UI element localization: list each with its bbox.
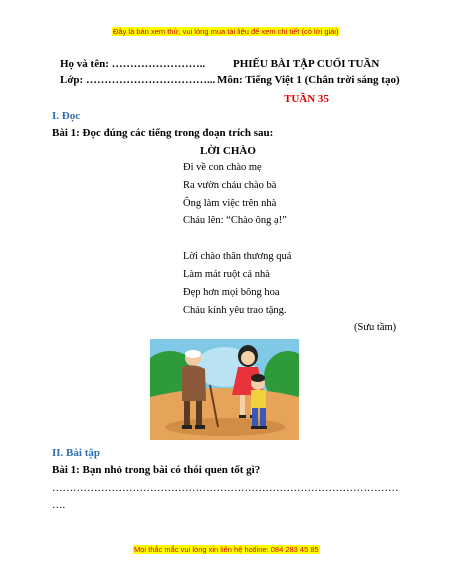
section-exercise-heading: II. Bài tập [52,447,100,459]
poem-line: Lời chào thân thương quá [183,251,292,262]
poem-line: Ra vườn cháu chào bà [183,180,277,191]
poem-title: LỜI CHÀO [200,145,256,157]
poem-line: Đẹp hơn mọi bông hoa [183,287,280,298]
answer-line-continuation: …. [52,500,66,511]
footer-notice: Mọi thắc mắc vui lòng xin liên hệ hotline: 084 283 45 85 [134,545,319,554]
poem-line: Cháu kính yêu trao tặng. [183,305,287,316]
section-reading-heading: I. Đọc [52,110,81,122]
poem-line: Đi về con chào mẹ [183,162,262,173]
class-field-label: Lớp: ……………………………... [60,74,216,86]
name-field-label: Họ và tên: …………………….. [60,58,206,70]
exercise-question: Bài 1: Bạn nhỏ trong bài có thói quen tốt gì? [52,464,261,476]
poem-line: Ông làm việc trên nhà [183,198,277,209]
sheet-title: PHIẾU BÀI TẬP CUỐI TUẦN [233,58,380,70]
poem-illustration [150,339,299,440]
poem-source: (Sưu tầm) [354,322,397,333]
answer-line: ……………………………………………………………………………………… [52,483,399,494]
reading-task: Bài 1: Đọc đúng các tiếng trong đoạn trích sau: [52,127,274,139]
header-notice: Đây là bản xem thử, vui lòng mua tài liệu để xem chi tiết (có lời giải) [113,27,339,36]
week-label: TUẦN 35 [284,93,329,105]
poem-line: Làm mát ruột cả nhà [183,269,270,280]
poem-line: Cháu lên: “Chào ông ạ!” [183,215,287,226]
subject-label: Môn: Tiếng Việt 1 (Chân trời sáng tạo) [217,74,400,86]
